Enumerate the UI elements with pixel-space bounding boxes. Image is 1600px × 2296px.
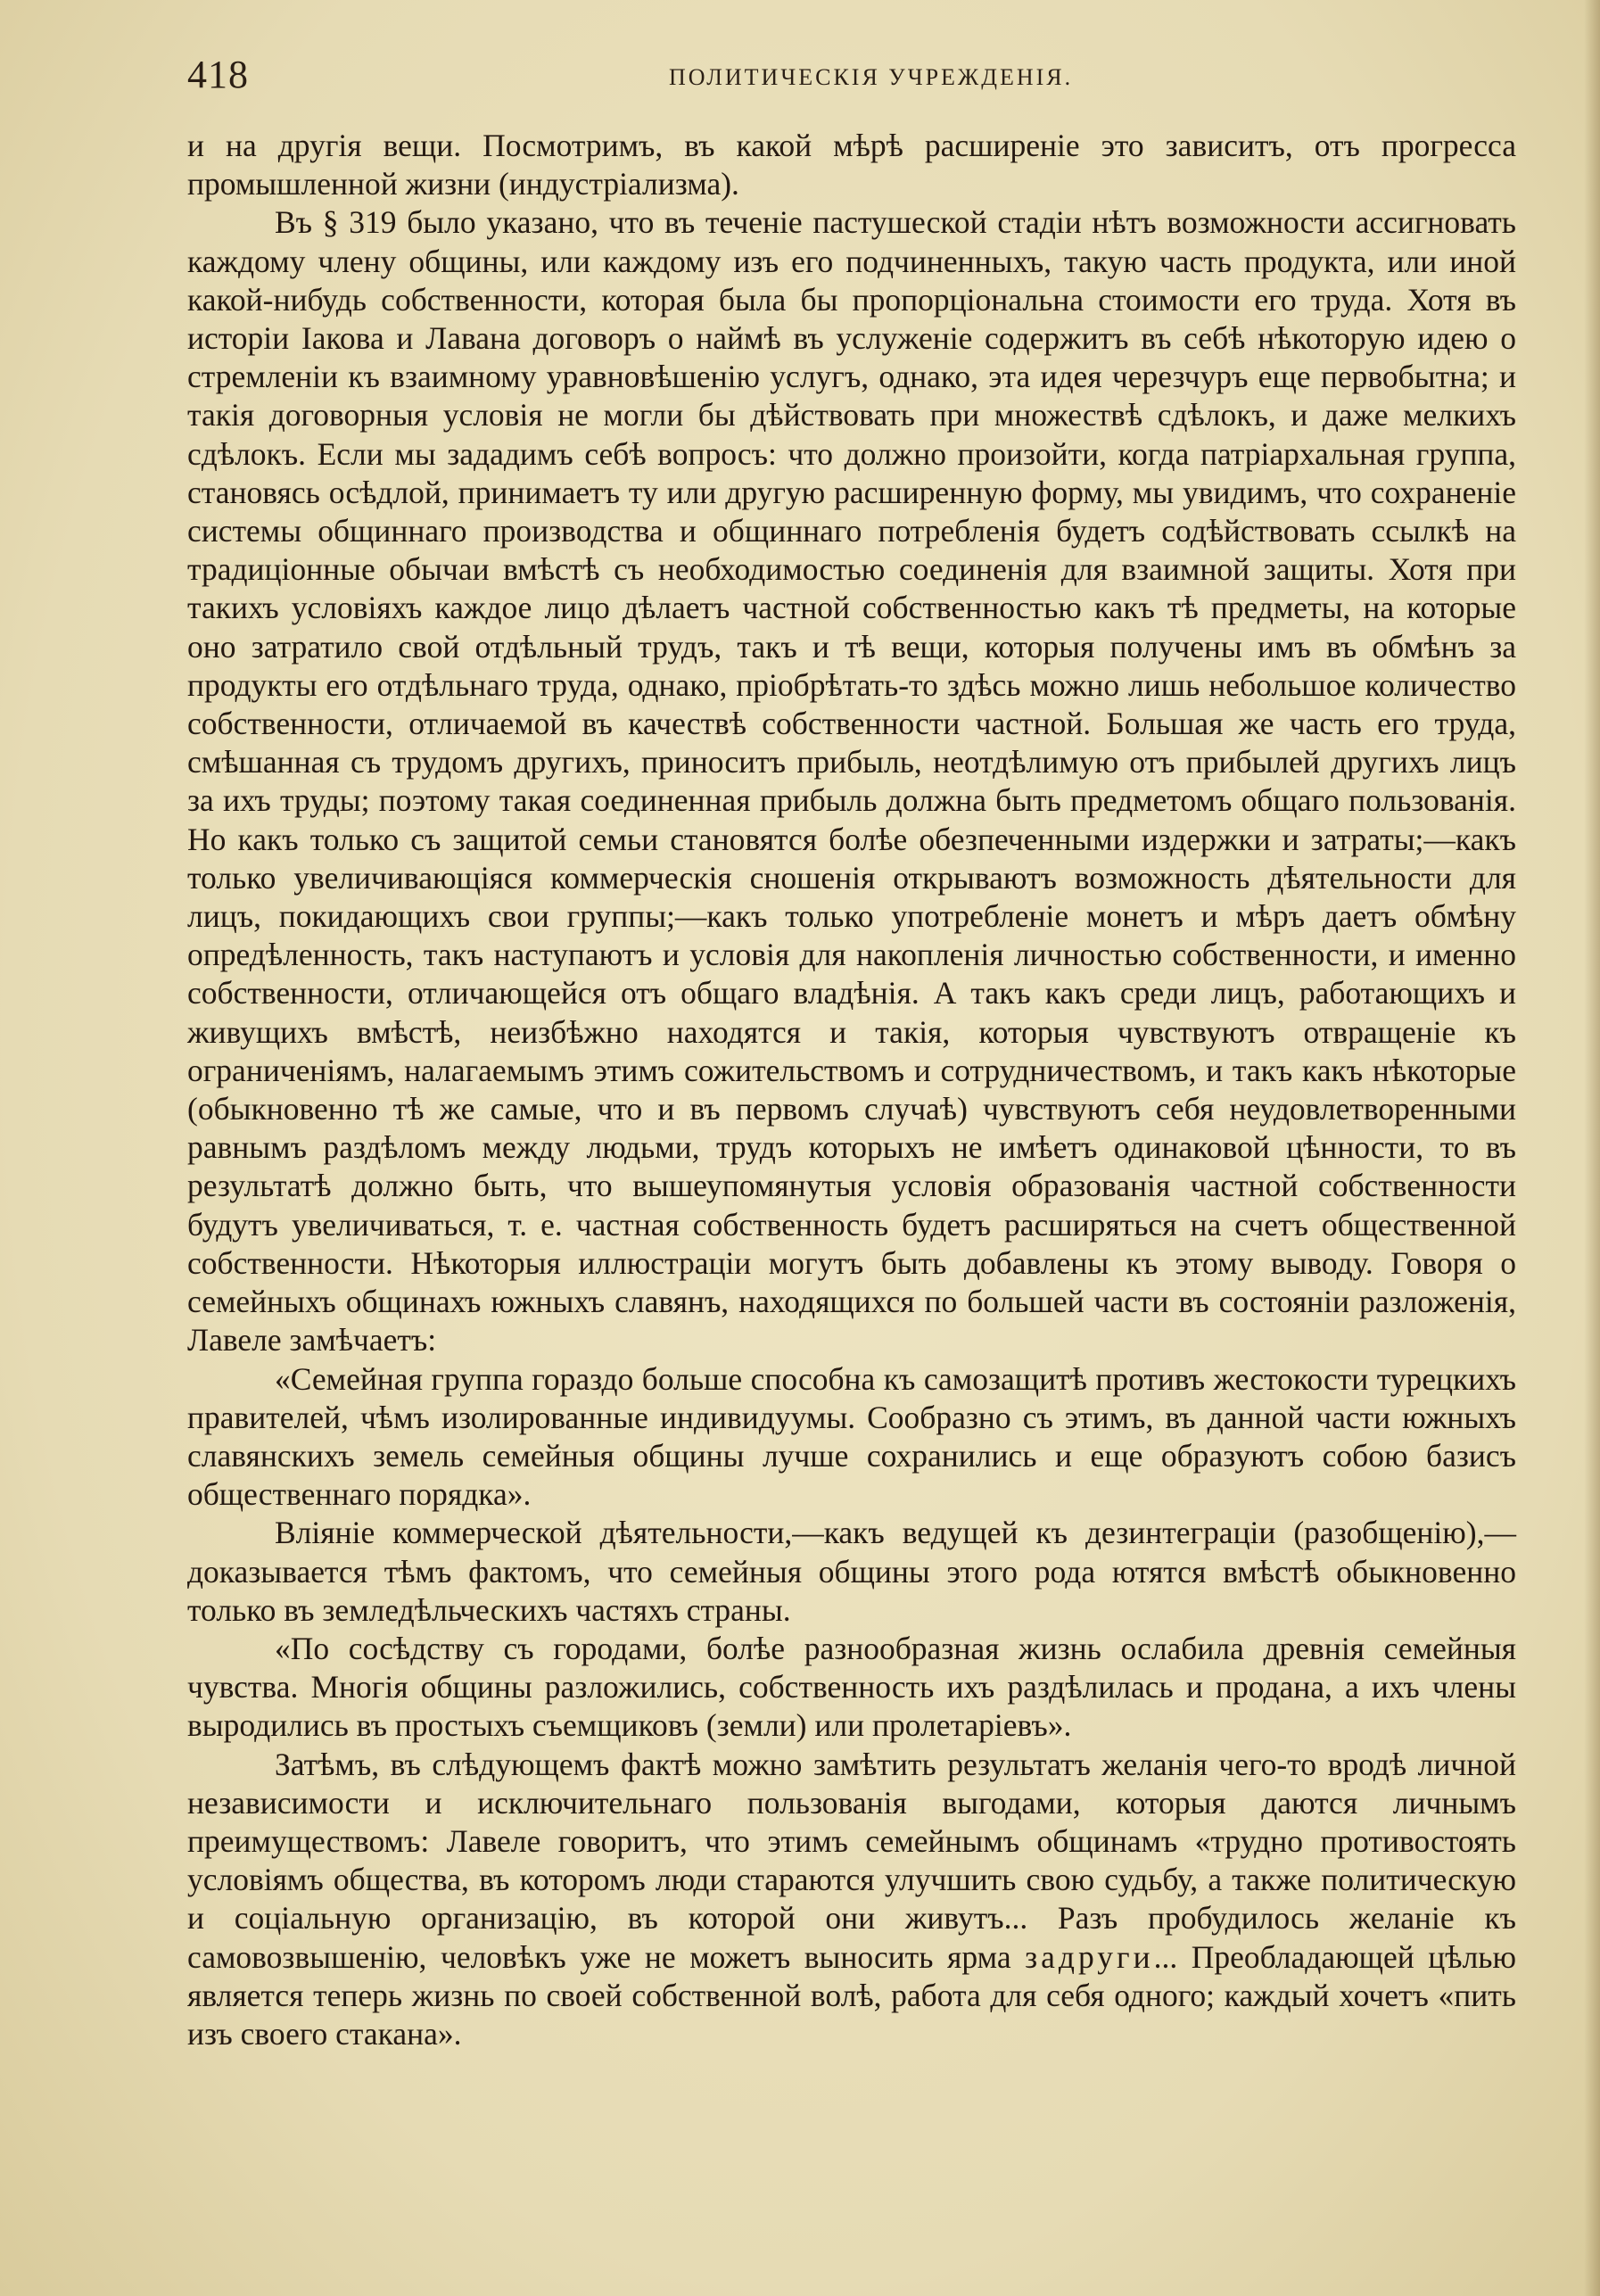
quote-1: «Семейная группа гораздо больше способна къ самозащитѣ противъ жестокости турецкихъ правителей, чѣмъ изолированные индивидуумы. Сообразно съ этимъ, въ данной части южныхъ славянскихъ земель семейныя общины лучше сохранились и еще образуютъ собою базисъ общественнаго порядка». bbox=[187, 1360, 1516, 1513]
paragraph-4 bbox=[187, 1746, 1516, 2054]
paragraph-4-text: Затѣмъ, въ слѣдующемъ фактѣ можно замѣтить результатъ желанія чего-то вродѣ личной независимости и исключительнаго пользованія выгодами, которыя даются личнымъ преимуществомъ: Лавеле говоритъ, что этимъ семейнымъ общинамъ «трудно противостоять условіямъ общества, въ которомъ люди стараются улучшить свою судьбу, а также политическую и соціальную организацію, въ которой они живутъ... Разъ пробудилось желаніе къ самовозвышенію, человѣкъ уже не можетъ выносить ярма bbox=[187, 1746, 1516, 1975]
page-number: 418 bbox=[187, 53, 249, 96]
page-header bbox=[187, 52, 1525, 105]
page-edge-shadow bbox=[1584, 0, 1600, 2296]
paragraph-4-tail: ... Преобладающей цѣлью является теперь жизнь по своей собственной волѣ, работа для себя одного; каждый хочетъ «пить изъ своего стакана». bbox=[187, 1938, 1516, 2052]
body-text bbox=[187, 127, 1516, 2053]
emphasized-word: задруги bbox=[1025, 1938, 1154, 1975]
paragraph-1: и на другія вещи. Посмотримъ, въ какой мѣрѣ расширеніе это зависитъ, отъ прогресса промышленной жизни (индустріализма). bbox=[187, 128, 1516, 202]
paragraph-2: Въ § 319 было указано, что въ теченіе пастушеской стадіи нѣтъ возможности ассигновать каждому члену общины, или каждому изъ его подчиненныхъ, такую часть продукта, или иной какой-нибудь собственности, которая была бы пропорціональна стоимости его труда. Хотя въ исторіи Іакова и Лавана договоръ о наймѣ въ услуженіе содержитъ въ себѣ нѣкоторую идею о стремленіи къ взаимному уравновѣшенію услугъ, однако, эта идея черезчуръ еще первобытна; и такія договорныя условія не могли бы дѣйствовать при множествѣ сдѣлокъ, и даже мелкихъ сдѣлокъ. Если мы зададимъ себѣ вопросъ: что должно произойти, когда патріархальная группа, становясь осѣдлой, принимаетъ ту или другую расширенную форму, мы увидимъ, что сохраненіе системы общиннаго производства и общиннаго потребленія будетъ содѣйствовать ссылкѣ на традиціонные обычаи вмѣстѣ съ необходимостью соединенія для взаимной защиты. Хотя при такихъ условіяхъ каждое лицо дѣлаетъ частной собственностью какъ тѣ предметы, на которые оно затратило свой отдѣльный трудъ, такъ и тѣ вещи, которыя получены имъ въ обмѣнъ за продукты его отдѣльнаго труда, однако, пріобрѣтать-то здѣсь можно лишь небольшое количество собственности, отличаемой въ качествѣ собственности частной. Большая же часть его труда, смѣшанная съ трудомъ другихъ, приноситъ прибыль, неотдѣлимую отъ прибылей другихъ лицъ за ихъ труды; поэтому такая соединенная прибыль должна быть предметомъ общаго пользованія. Но какъ только съ защитой семьи становятся болѣе обезпеченными издержки и затраты;—какъ только увеличивающіяся коммерческія сношенія открываютъ возможность дѣятельности для лицъ, покидающихъ свои группы;—какъ только употребленіе монетъ и мѣръ даетъ обмѣну опредѣленность, такъ наступаютъ и условія для накопленія личностью собственности, и именно собственности, отличающейся отъ общаго владѣнія. А такъ какъ среди лицъ, работающихъ и живущихъ вмѣстѣ, неизбѣжно находятся и такія, которыя чувствуютъ отвращеніе къ ограниченіямъ, налагаемымъ этимъ сожительствомъ и сотрудничествомъ, и такъ какъ нѣкоторые (обыкновенно тѣ же самые, что и въ первомъ случаѣ) чувствуютъ себя неудовлетворенными равнымъ раздѣломъ между людьми, трудъ которыхъ не имѣетъ одинаковой цѣнности, то въ результатѣ должно быть, что вышеупомянутыя условія образованія частной собственности будутъ увеличиваться, т. е. частная собственность будетъ расширяться на счетъ общественной собственности. Нѣкоторыя иллюстраціи могутъ быть добавлены къ этому выводу. Говоря о семейныхъ общинахъ южныхъ славянъ, находящихся по большей части въ состояніи разложенія, Лавеле замѣчаетъ: bbox=[187, 204, 1516, 1359]
paragraph-3: Вліяніе коммерческой дѣятельности,—какъ ведущей къ дезинтеграціи (разобщенію),—доказывается тѣмъ фактомъ, что семейныя общины этого рода ютятся вмѣстѣ обыкновенно только въ земледѣльческихъ частяхъ страны. bbox=[187, 1515, 1516, 1628]
running-title: ПОЛИТИЧЕСКІЯ УЧРЕЖДЕНІЯ. bbox=[669, 64, 1074, 90]
quote-2: «По сосѣдству съ городами, болѣе разнообразная жизнь ослабила древнія семейныя чувства. Многія общины разложились, собственность ихъ раздѣлилась и продана, а ихъ члены выродились въ простыхъ съемщиковъ (земли) или пролетаріевъ». bbox=[187, 1630, 1516, 1744]
